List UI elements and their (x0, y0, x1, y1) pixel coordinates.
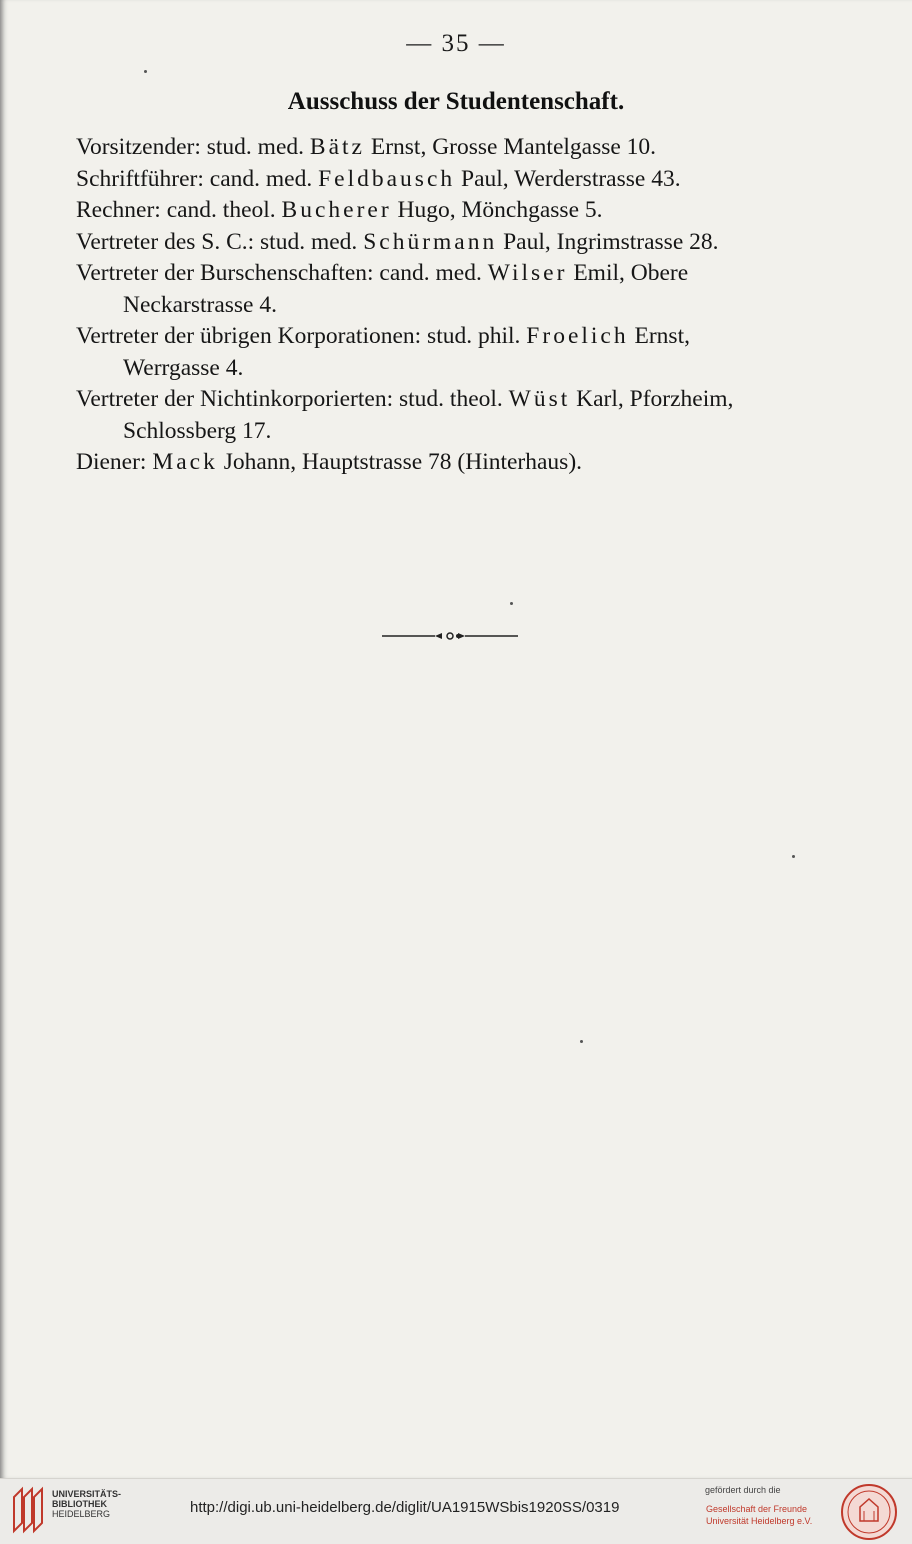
sponsor-label: gefördert durch die (705, 1485, 781, 1495)
scan-speck (580, 1040, 583, 1043)
list-item: Schriftführer: cand. med. Feldbausch Paul, Werderstrasse 43. (76, 165, 681, 192)
list-item: Vertreter der Burschenschaften: cand. med. Wilser Emil, Obere (76, 260, 689, 286)
scan-speck (792, 855, 795, 858)
page-number: — 35 — (406, 30, 506, 57)
ornament-divider-icon (380, 626, 520, 646)
scan-speck (510, 602, 513, 605)
list-item-continuation: Schlossberg 17. (123, 417, 272, 444)
list-item: Vertreter der Nichtinkorporierten: stud. theol. Wüst Karl, Pforzheim, (76, 386, 734, 412)
list-item: Vertreter der übrigen Korporationen: stud. phil. Froelich Ernst, (76, 323, 690, 349)
list-item: Rechner: cand. theol. Bucherer Hugo, Mönchgasse 5. (76, 197, 603, 223)
list-item: Diener: Mack Johann, Hauptstrasse 78 (Hinterhaus). (76, 449, 583, 475)
university-seal-icon (838, 1483, 900, 1541)
library-logo-icon (10, 1485, 44, 1535)
list-item: Vertreter des S. C.: stud. med. Schürmann Paul, Ingrimstrasse 28. (76, 228, 719, 255)
source-url-link[interactable]: http://digi.ub.uni-heidelberg.de/diglit/UA1915WSbis1920SS/0319 (190, 1499, 620, 1516)
library-name: UNIVERSITÄTS- BIBLIOTHEK HEIDELBERG (52, 1489, 122, 1519)
list-item: Vorsitzender: stud. med. Bätz Ernst, Grosse Mantelgasse 10. (76, 134, 657, 160)
footer-bar (0, 1478, 912, 1544)
list-item-continuation: Werrgasse 4. (123, 354, 244, 381)
committee-list (76, 132, 836, 479)
scan-speck (144, 70, 147, 73)
page-title: Ausschuss der Studentenschaft. (287, 88, 625, 115)
sponsor-name: Gesellschaft der Freunde Universität Heidelberg e.V. (706, 1504, 813, 1526)
list-item-continuation: Neckarstrasse 4. (123, 291, 277, 318)
